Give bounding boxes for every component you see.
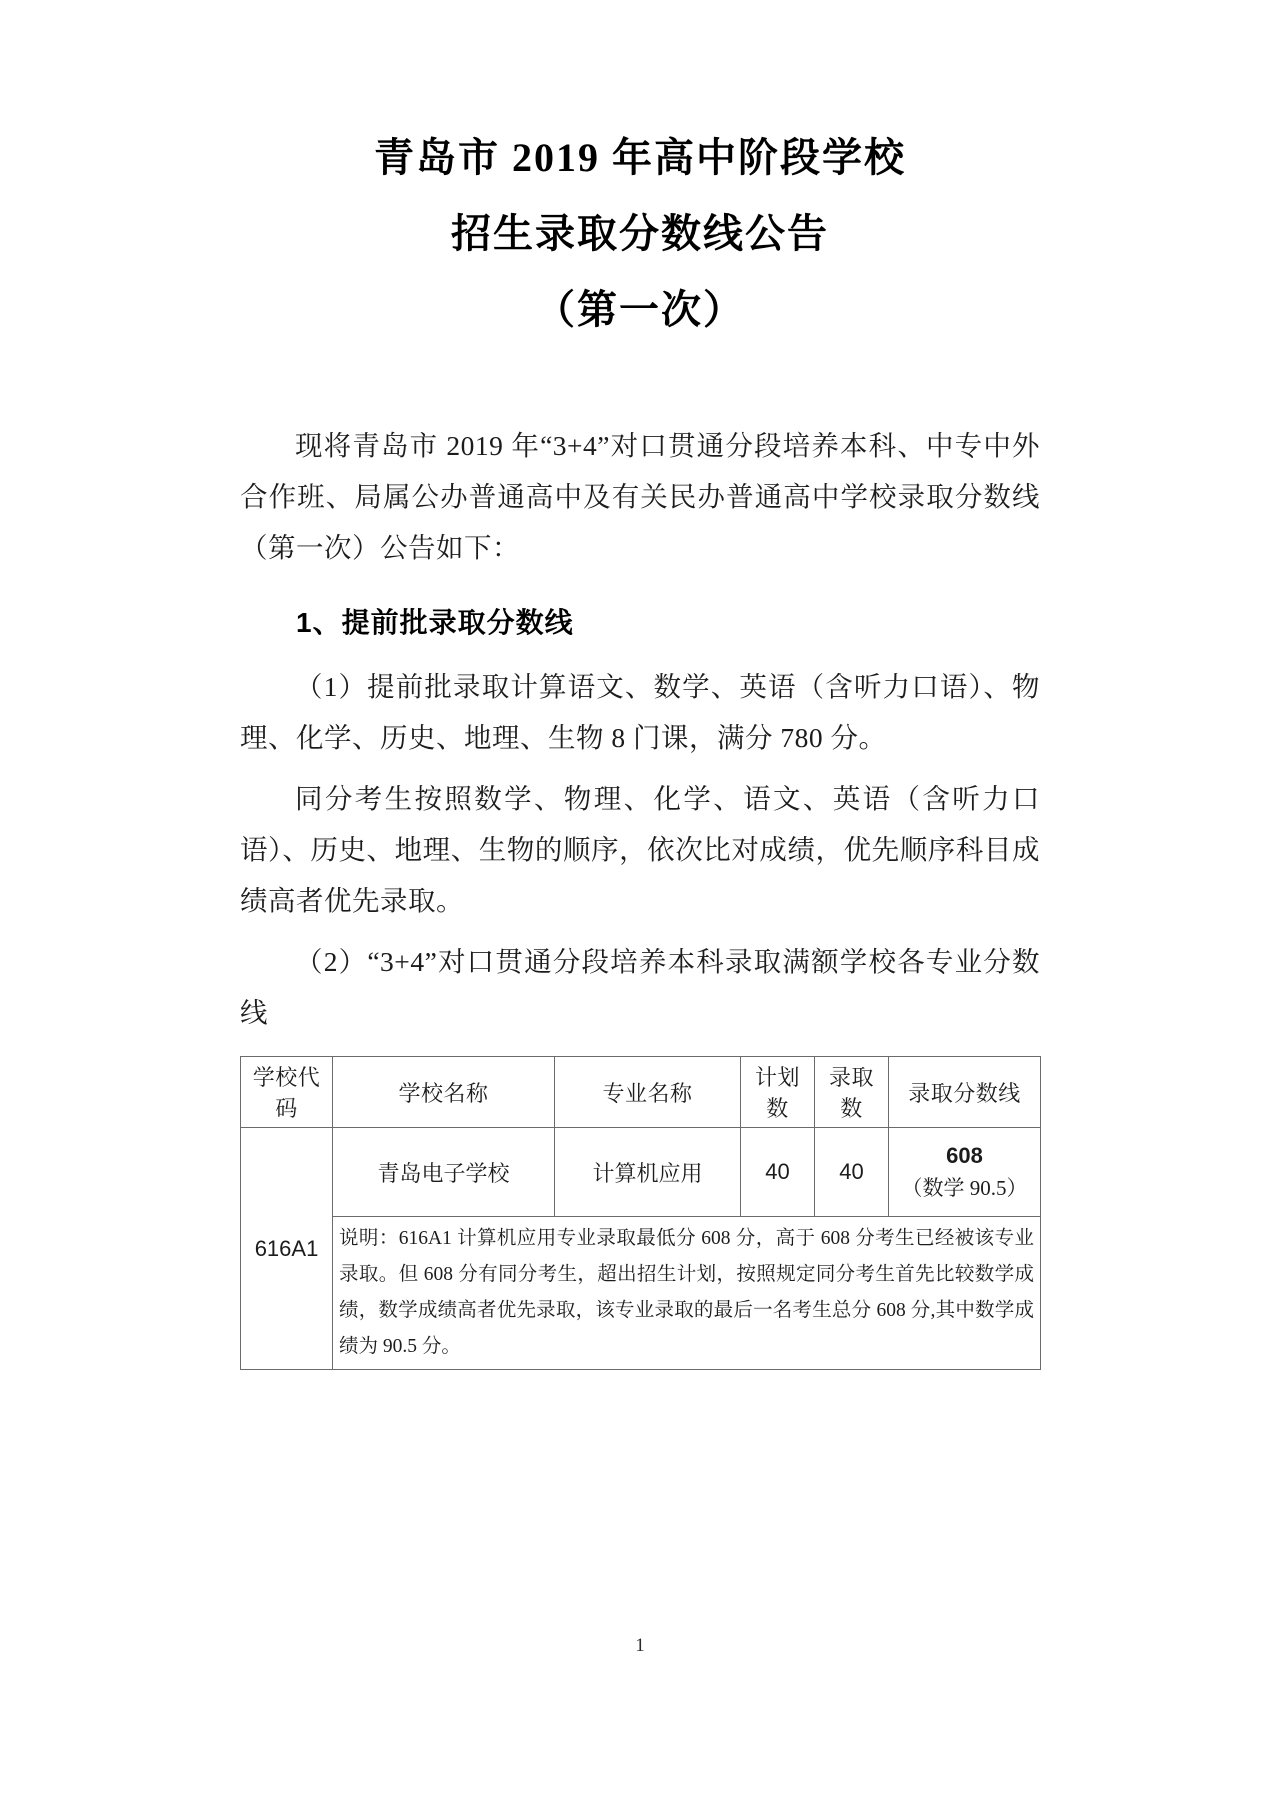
document-body (240, 348, 1040, 1370)
paragraph-2: 同分考生按照数学、物理、化学、语文、英语（含听力口语）、历史、地理、生物的顺序，依次比对成绩，优先顺序科目成绩高者优先录取。 (240, 783, 1040, 916)
cell-admit-count: 40 (815, 1128, 889, 1217)
table-header-score-line: 录取分数线 (889, 1057, 1041, 1128)
cell-plan-count: 40 (741, 1128, 815, 1217)
table-header-major-name: 专业名称 (555, 1057, 741, 1128)
intro-paragraph: 现将青岛市 2019 年“3+4”对口贯通分段培养本科、中专中外合作班、局属公办普通高中及有关民办普通高中学校录取分数线（第一次）公告如下： (240, 430, 1040, 563)
cell-score-line (889, 1128, 1041, 1217)
page-number: 1 (635, 1635, 645, 1656)
paragraph-3: （2）“3+4”对口贯通分段培养本科录取满额学校各专业分数线 (240, 946, 1040, 1028)
paragraph-1: （1）提前批录取计算语文、数学、英语（含听力口语）、物理、化学、历史、地理、生物 8 门课，满分 780 分。 (240, 671, 1040, 753)
title-line-2: 招生录取分数线公告 (451, 211, 829, 256)
table-header-school-name: 学校名称 (333, 1057, 555, 1128)
section-heading-1: 1、提前批录取分数线 (296, 607, 574, 638)
table-header-plan-count: 计划数 (741, 1057, 815, 1128)
score-table-wrapper (240, 1056, 1040, 1370)
title-line-3: （第一次） (535, 287, 745, 332)
table-header-school-code: 学校代码 (241, 1057, 333, 1128)
cell-school-name: 青岛电子学校 (333, 1128, 555, 1217)
table-header-row (241, 1057, 1041, 1128)
document-title-block (0, 0, 1280, 348)
score-line-value: 608 (946, 1143, 983, 1168)
score-table (240, 1056, 1041, 1370)
cell-note: 说明：616A1 计算机应用专业录取最低分 608 分，高于 608 分考生已经被该专业录取。但 608 分有同分考生，超出招生计划，按照规定同分考生首先比较数学成绩，数学成绩高者优先录取，该专业录取的最后一名考生总分 608 分,其中数学成绩为 90.5 分。 (333, 1217, 1041, 1370)
table-row (241, 1128, 1041, 1217)
score-line-tiebreak: （数学 90.5） (901, 1176, 1028, 1200)
cell-major-name: 计算机应用 (555, 1128, 741, 1217)
table-note-row (241, 1217, 1041, 1370)
cell-school-code: 616A1 (241, 1128, 333, 1370)
title-line-1: 青岛市 2019 年高中阶段学校 (374, 135, 906, 180)
score-table-head (241, 1057, 1041, 1128)
score-table-body (241, 1128, 1041, 1370)
table-header-admit-count: 录取数 (815, 1057, 889, 1128)
